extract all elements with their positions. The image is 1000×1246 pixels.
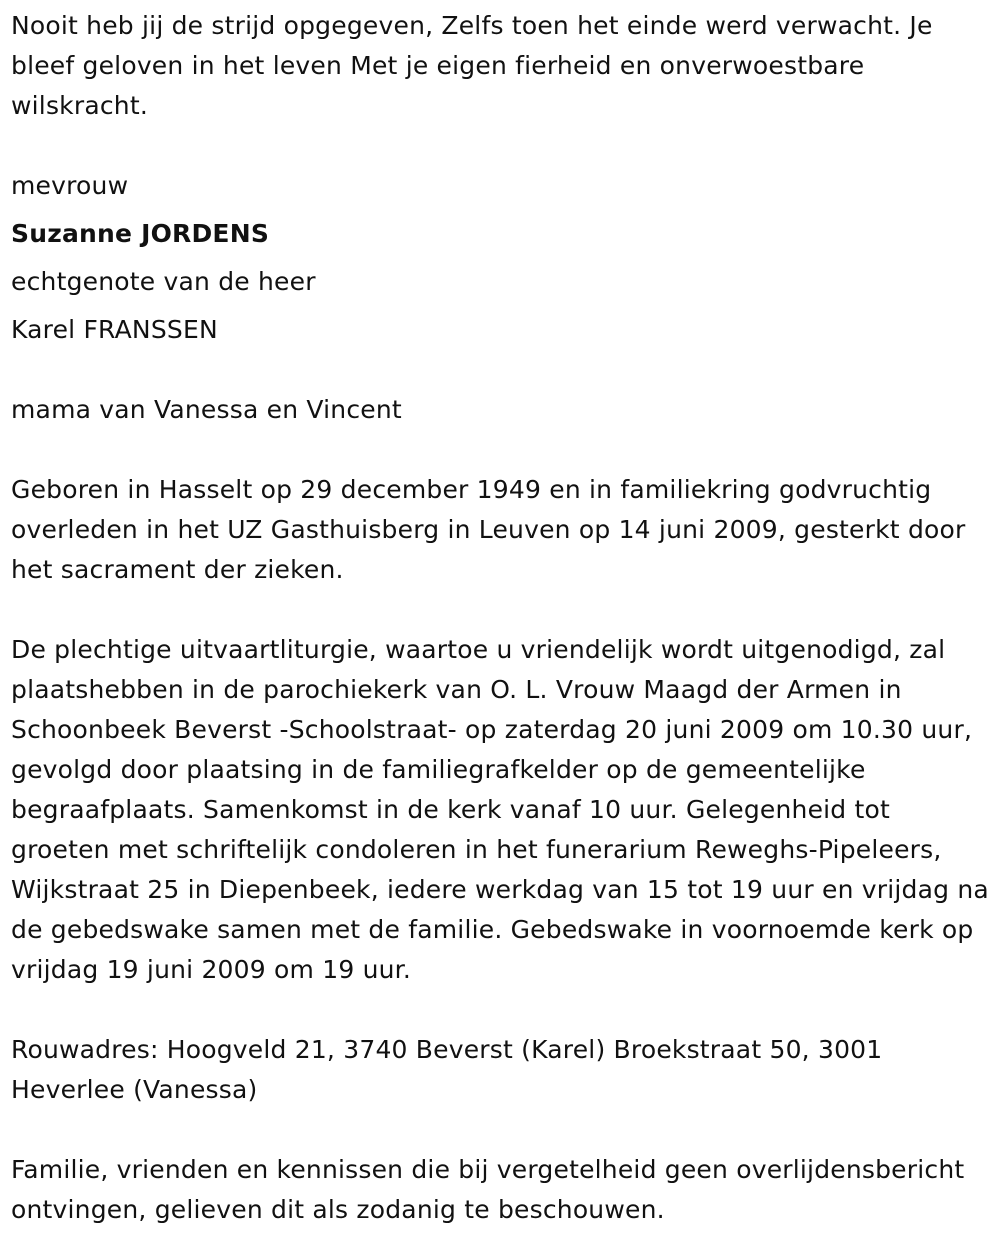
spouse-relation: echtgenote van de heer — [11, 267, 316, 296]
honorific: mevrouw — [11, 171, 129, 200]
funeral-paragraph: De plechtige uitvaartliturgie, waartoe u vriendelijk wordt uitgenodigd, zal plaatshebben in de parochiekerk van O. L. Vrouw Maagd der Armen in Schoonbeek Beverst -Schoolstraat- op zaterdag 20 juni 2009 om 10.30 uur, gevolgd door plaatsing in de familiegrafkelder op de gemeentelijke begraafplaats. Samenkomst in de kerk vanaf 10 uur. Gelegenheid tot groeten met schriftelijk condoleren in het funerarium Reweghs-Pipeleers, Wijkstraat 25 in Diepenbeek, iedere werkdag van 15 tot 19 uur en vrijdag na de gebedswake samen met de familie. Gebedswake in voornoemde kerk op vrijdag 19 juni 2009 om 19 uur. — [11, 635, 989, 984]
mourning-address: Rouwadres: Hoogveld 21, 3740 Beverst (Karel) Broekstraat 50, 3001 Heverlee (Vanessa) — [11, 1035, 883, 1104]
children-line: mama van Vanessa en Vincent — [11, 395, 402, 424]
closing-note: Familie, vrienden en kennissen die bij vergetelheid geen overlijdensbericht ontvingen, gelieven dit als zodanig te beschouwen. — [11, 1155, 965, 1224]
spouse-name: Karel FRANSSEN — [11, 315, 218, 344]
birth-death-paragraph: Geboren in Hasselt op 29 december 1949 en in familiekring godvruchtig overleden in het UZ Gasthuisberg in Leuven op 14 juni 2009, gesterkt door het sacrament der zieken. — [11, 475, 966, 584]
deceased-name: Suzanne JORDENS — [11, 219, 270, 248]
poem-text: Nooit heb jij de strijd opgegeven, Zelfs toen het einde werd verwacht. Je bleef geloven in het leven Met je eigen fierheid en onverwoestbare wilskracht. — [11, 11, 933, 120]
